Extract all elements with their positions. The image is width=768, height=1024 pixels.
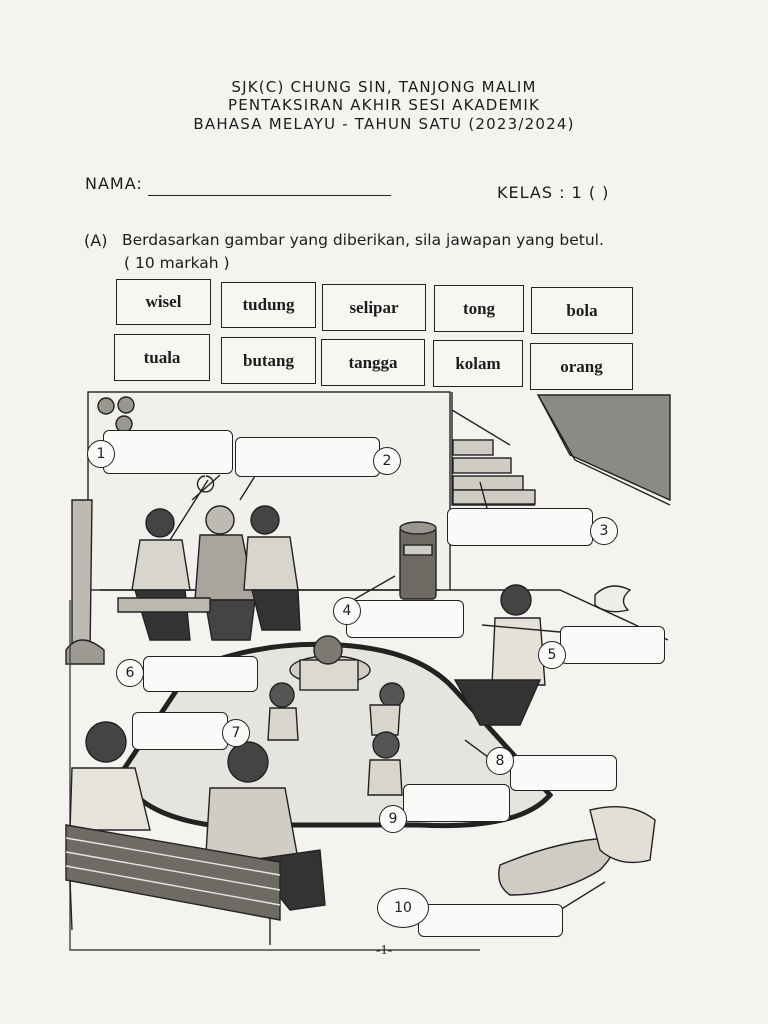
nama-label: NAMA: [85, 174, 143, 193]
bin-tong [400, 522, 436, 599]
question-label: (A) [84, 231, 108, 250]
answer-number-3: 3 [590, 517, 618, 545]
answer-number-5: 5 [538, 641, 566, 669]
word-tudung: tudung [221, 282, 316, 328]
answer-number-1: 1 [87, 440, 115, 468]
answer-box-1[interactable] [103, 430, 233, 474]
exam-title: PENTAKSIRAN AKHIR SESI AKADEMIK [227, 96, 541, 114]
stairs-tangga [452, 392, 535, 505]
answer-box-4[interactable] [346, 600, 464, 638]
word-butang: butang [221, 337, 316, 384]
answer-box-9[interactable] [403, 784, 510, 822]
slippers-selipar [499, 807, 655, 895]
word-kolam: kolam [433, 340, 523, 387]
school-name: SJK(C) CHUNG SIN, TANJONG MALIM [231, 78, 537, 96]
answer-number-7: 7 [222, 719, 250, 747]
answer-number-10: 10 [377, 888, 429, 928]
word-orang: orang [530, 343, 633, 390]
subject-title: BAHASA MELAYU - TAHUN SATU (2023/2024) [193, 115, 575, 133]
answer-box-5[interactable] [560, 626, 665, 664]
answer-box-7[interactable] [132, 712, 228, 750]
answer-number-9: 9 [379, 805, 407, 833]
ball-bola [314, 636, 342, 664]
word-wisel: wisel [116, 279, 211, 325]
answer-number-6: 6 [116, 659, 144, 687]
towel-tuala [595, 586, 630, 612]
answer-box-8[interactable] [510, 755, 617, 791]
word-tangga: tangga [321, 339, 425, 386]
word-bola: bola [531, 287, 633, 334]
kelas-label: KELAS : 1 ( ) [497, 183, 610, 202]
answer-number-4: 4 [333, 597, 361, 625]
answer-number-8: 8 [486, 747, 514, 775]
right-building [538, 395, 670, 500]
question-marks: ( 10 markah ) [124, 254, 230, 272]
answer-number-2: 2 [373, 447, 401, 475]
page-number: -1- [375, 943, 393, 958]
answer-box-2[interactable] [235, 437, 380, 477]
tree-trunk [72, 500, 92, 655]
question-instruction: Berdasarkan gambar yang diberikan, sila jawapan yang betul. [122, 231, 604, 249]
word-selipar: selipar [322, 284, 426, 331]
answer-box-6[interactable] [143, 656, 258, 692]
word-tong: tong [434, 285, 524, 332]
word-tuala: tuala [114, 334, 210, 381]
answer-box-3[interactable] [447, 508, 593, 546]
answer-box-10[interactable] [418, 904, 563, 937]
